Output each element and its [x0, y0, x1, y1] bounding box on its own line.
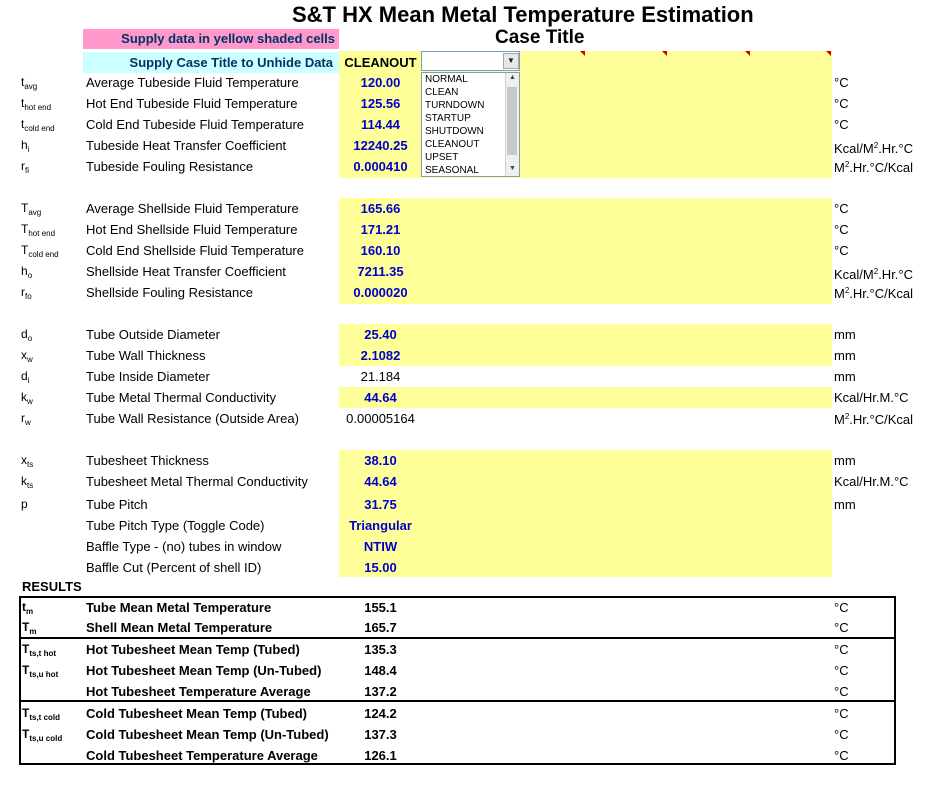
- unit-do: mm: [834, 327, 856, 342]
- unit-Tcold: °C: [834, 243, 849, 258]
- label-di: Tube Inside Diameter: [86, 369, 210, 384]
- value-xts[interactable]: 38.10: [364, 453, 397, 468]
- unit-hi: Kcal/$M^2.Hr.^\circ C$: [834, 141, 913, 156]
- symbol-Tcold: $T_{cold end}$: [21, 243, 59, 259]
- label-tts-t-cold: Cold Tubesheet Mean Temp (Tubed): [86, 706, 307, 721]
- symbol-tts-u-cold: $T_{ts,u cold}$: [22, 727, 63, 743]
- label-p: Tube Pitch: [86, 497, 148, 512]
- instruction-banner: Supply data in yellow shaded cells: [83, 29, 339, 49]
- value-rw: 0.00005164: [346, 411, 415, 426]
- label-pitch-type: Tube Pitch Type (Toggle Code): [86, 518, 265, 533]
- label-rw: Tube Wall Resistance (Outside Area): [86, 411, 299, 426]
- value-tts-t-cold: 124.2: [364, 706, 397, 721]
- dropdown-option-shutdown[interactable]: SHUTDOWN: [425, 126, 484, 137]
- symbol-p: p: [21, 497, 28, 511]
- value-Tavg[interactable]: 165.66: [360, 201, 401, 216]
- dropdown-option-normal[interactable]: NORMAL: [425, 74, 468, 85]
- label-Tavg: Average Shellside Fluid Temperature: [86, 201, 299, 216]
- unit-rw: $M^2.Hr.^\circ C$/Kcal: [834, 412, 914, 427]
- symbol-kts: $k_{ts}$: [21, 474, 34, 490]
- value-tavg[interactable]: 120.00: [360, 75, 401, 90]
- symbol-xw: $x_w$: [21, 348, 33, 364]
- unit-tavg: °C: [834, 75, 849, 90]
- label-kts: Tubesheet Metal Thermal Conductivity: [86, 474, 308, 489]
- unit-tcold: °C: [834, 117, 849, 132]
- value-kts[interactable]: 44.64: [364, 474, 397, 489]
- value-baffle-cut[interactable]: 15.00: [364, 560, 397, 575]
- unit-ho: Kcal/$M^2.Hr.^\circ C$: [834, 267, 913, 282]
- unit-di: mm: [834, 369, 856, 384]
- symbol-kw: $k_w$: [21, 390, 33, 406]
- value-ho[interactable]: 7211.35: [357, 264, 404, 279]
- value-baffle-type[interactable]: NTIW: [363, 539, 398, 554]
- label-do: Tube Outside Diameter: [86, 327, 220, 342]
- value-thot[interactable]: 125.56: [360, 96, 401, 111]
- symbol-thot: $t_{hot end}$: [21, 96, 52, 112]
- value-Tm: 165.7: [364, 620, 397, 635]
- dropdown-scrollbar[interactable]: [505, 73, 519, 176]
- value-tm: 155.1: [364, 600, 397, 615]
- symbol-rfo: $r_{fo}$: [21, 285, 32, 301]
- symbol-tavg: $t_{avg}$: [21, 75, 38, 91]
- label-tm: Tube Mean Metal Temperature: [86, 600, 272, 615]
- value-rfi[interactable]: 0.000410: [353, 159, 408, 174]
- symbol-tcold: $t_{cold end}$: [21, 117, 55, 133]
- label-hot-avg: Hot Tubesheet Temperature Average: [86, 684, 311, 699]
- label-Tm: Shell Mean Metal Temperature: [86, 620, 273, 635]
- value-tcold[interactable]: 114.44: [360, 117, 401, 132]
- unit-tts-u-cold: °C: [834, 727, 849, 742]
- symbol-tts-t-hot: $T_{ts,t hot}$: [22, 642, 57, 658]
- symbol-ho: $h_o$: [21, 264, 33, 280]
- value-pitch-type[interactable]: Triangular: [349, 518, 412, 533]
- value-kw[interactable]: 44.64: [364, 390, 397, 405]
- dropdown-option-cleanout[interactable]: CLEANOUT: [425, 139, 480, 150]
- unit-Tavg: °C: [834, 201, 849, 216]
- label-tts-u-cold: Cold Tubesheet Mean Temp (Un-Tubed): [86, 727, 329, 742]
- scroll-up-icon[interactable]: ▲: [509, 74, 516, 81]
- value-di: 21.184: [360, 369, 401, 384]
- dropdown-option-startup[interactable]: STARTUP: [425, 113, 471, 124]
- comment-marker: [826, 51, 831, 56]
- results-heading: RESULTS: [22, 579, 82, 594]
- label-tts-u-hot: Hot Tubesheet Mean Temp (Un-Tubed): [86, 663, 322, 678]
- value-p[interactable]: 31.75: [364, 497, 397, 512]
- label-cold-avg: Cold Tubesheet Temperature Average: [86, 748, 318, 763]
- unit-xw: mm: [834, 348, 856, 363]
- symbol-rw: $r_w$: [21, 411, 31, 427]
- unit-p: mm: [834, 497, 856, 512]
- value-cold-avg: 126.1: [364, 748, 397, 763]
- dropdown-option-seasonal[interactable]: SEASONAL: [425, 165, 479, 176]
- value-tts-t-hot: 135.3: [364, 642, 397, 657]
- label-tts-t-hot: Hot Tubesheet Mean Temp (Tubed): [86, 642, 300, 657]
- value-xw[interactable]: 2.1082: [360, 348, 401, 363]
- symbol-rfi: $r_{fi}$: [21, 159, 29, 175]
- symbol-tm: $t_m$: [22, 600, 34, 616]
- label-rfi: Tubeside Fouling Resistance: [86, 159, 254, 174]
- unit-tts-t-hot: °C: [834, 642, 849, 657]
- unit-rfo: $M^2.Hr.^\circ C$/Kcal: [834, 286, 914, 301]
- label-xts: Tubesheet Thickness: [86, 453, 209, 468]
- comment-marker: [662, 51, 667, 56]
- sheet-title: S&T HX Mean Metal Temperature Estimation: [292, 2, 754, 27]
- symbol-hi: $h_i$: [21, 138, 30, 154]
- unit-hot-avg: °C: [834, 684, 849, 699]
- dropdown-option-clean[interactable]: CLEAN: [425, 87, 459, 98]
- unit-kts: Kcal/Hr.M.°C: [834, 474, 909, 489]
- value-hi[interactable]: 12240.25: [353, 138, 408, 153]
- unit-tts-t-cold: °C: [834, 706, 849, 721]
- case-title: Case Title: [495, 27, 585, 48]
- label-tcold: Cold End Tubeside Fluid Temperature: [86, 117, 304, 132]
- dropdown-option-turndown[interactable]: TURNDOWN: [425, 100, 485, 111]
- chevron-down-icon[interactable]: ▼: [503, 53, 519, 69]
- value-rfo[interactable]: 0.000020: [353, 285, 408, 300]
- symbol-tts-t-cold: $T_{ts,t cold}$: [22, 706, 61, 722]
- value-Tcold[interactable]: 160.10: [360, 243, 401, 258]
- comment-marker: [745, 51, 750, 56]
- value-tts-u-hot: 148.4: [364, 663, 397, 678]
- symbol-di: $d_i$: [21, 369, 30, 385]
- case-dropdown-list[interactable]: [421, 72, 520, 177]
- unit-thot: °C: [834, 96, 849, 111]
- symbol-xts: $x_{ts}$: [21, 453, 34, 469]
- value-do[interactable]: 25.40: [364, 327, 397, 342]
- value-hot-avg: 137.2: [364, 684, 397, 699]
- unit-rfi: $M^2.Hr.^\circ C$/Kcal: [834, 160, 914, 175]
- label-baffle-cut: Baffle Cut (Percent of shell ID): [86, 560, 262, 575]
- label-kw: Tube Metal Thermal Conductivity: [86, 390, 277, 405]
- scroll-down-icon[interactable]: ▼: [509, 165, 516, 172]
- symbol-do: $d_o$: [21, 327, 33, 343]
- scrollbar-thumb[interactable]: [507, 87, 517, 155]
- symbol-Tm: $T_m$: [22, 620, 37, 636]
- unit-tm: °C: [834, 600, 849, 615]
- unit-Thot: °C: [834, 222, 849, 237]
- label-thot: Hot End Tubeside Fluid Temperature: [86, 96, 298, 111]
- unhide-label: Supply Case Title to Unhide Data: [83, 52, 339, 73]
- unit-xts: mm: [834, 453, 856, 468]
- symbol-Tavg: $T_{avg}$: [21, 201, 42, 217]
- symbol-Thot: $T_{hot end}$: [21, 222, 56, 238]
- case-value-cell[interactable]: CLEANOUT: [344, 55, 417, 70]
- comment-marker: [580, 51, 585, 56]
- label-rfo: Shellside Fouling Resistance: [86, 285, 253, 300]
- label-tavg: Average Tubeside Fluid Temperature: [86, 75, 299, 90]
- label-xw: Tube Wall Thickness: [86, 348, 206, 363]
- label-Thot: Hot End Shellside Fluid Temperature: [86, 222, 298, 237]
- symbol-tts-u-hot: $T_{ts,u hot}$: [22, 663, 59, 679]
- value-Thot[interactable]: 171.21: [360, 222, 401, 237]
- label-hi: Tubeside Heat Transfer Coefficient: [86, 138, 287, 153]
- label-ho: Shellside Heat Transfer Coefficient: [86, 264, 286, 279]
- unit-tts-u-hot: °C: [834, 663, 849, 678]
- unit-kw: Kcal/Hr.M.°C: [834, 390, 909, 405]
- dropdown-option-upset[interactable]: UPSET: [425, 152, 459, 163]
- value-tts-u-cold: 137.3: [364, 727, 397, 742]
- unit-Tm: °C: [834, 620, 849, 635]
- label-Tcold: Cold End Shellside Fluid Temperature: [86, 243, 304, 258]
- label-baffle-type: Baffle Type - (no) tubes in window: [86, 539, 282, 554]
- unit-cold-avg: °C: [834, 748, 849, 763]
